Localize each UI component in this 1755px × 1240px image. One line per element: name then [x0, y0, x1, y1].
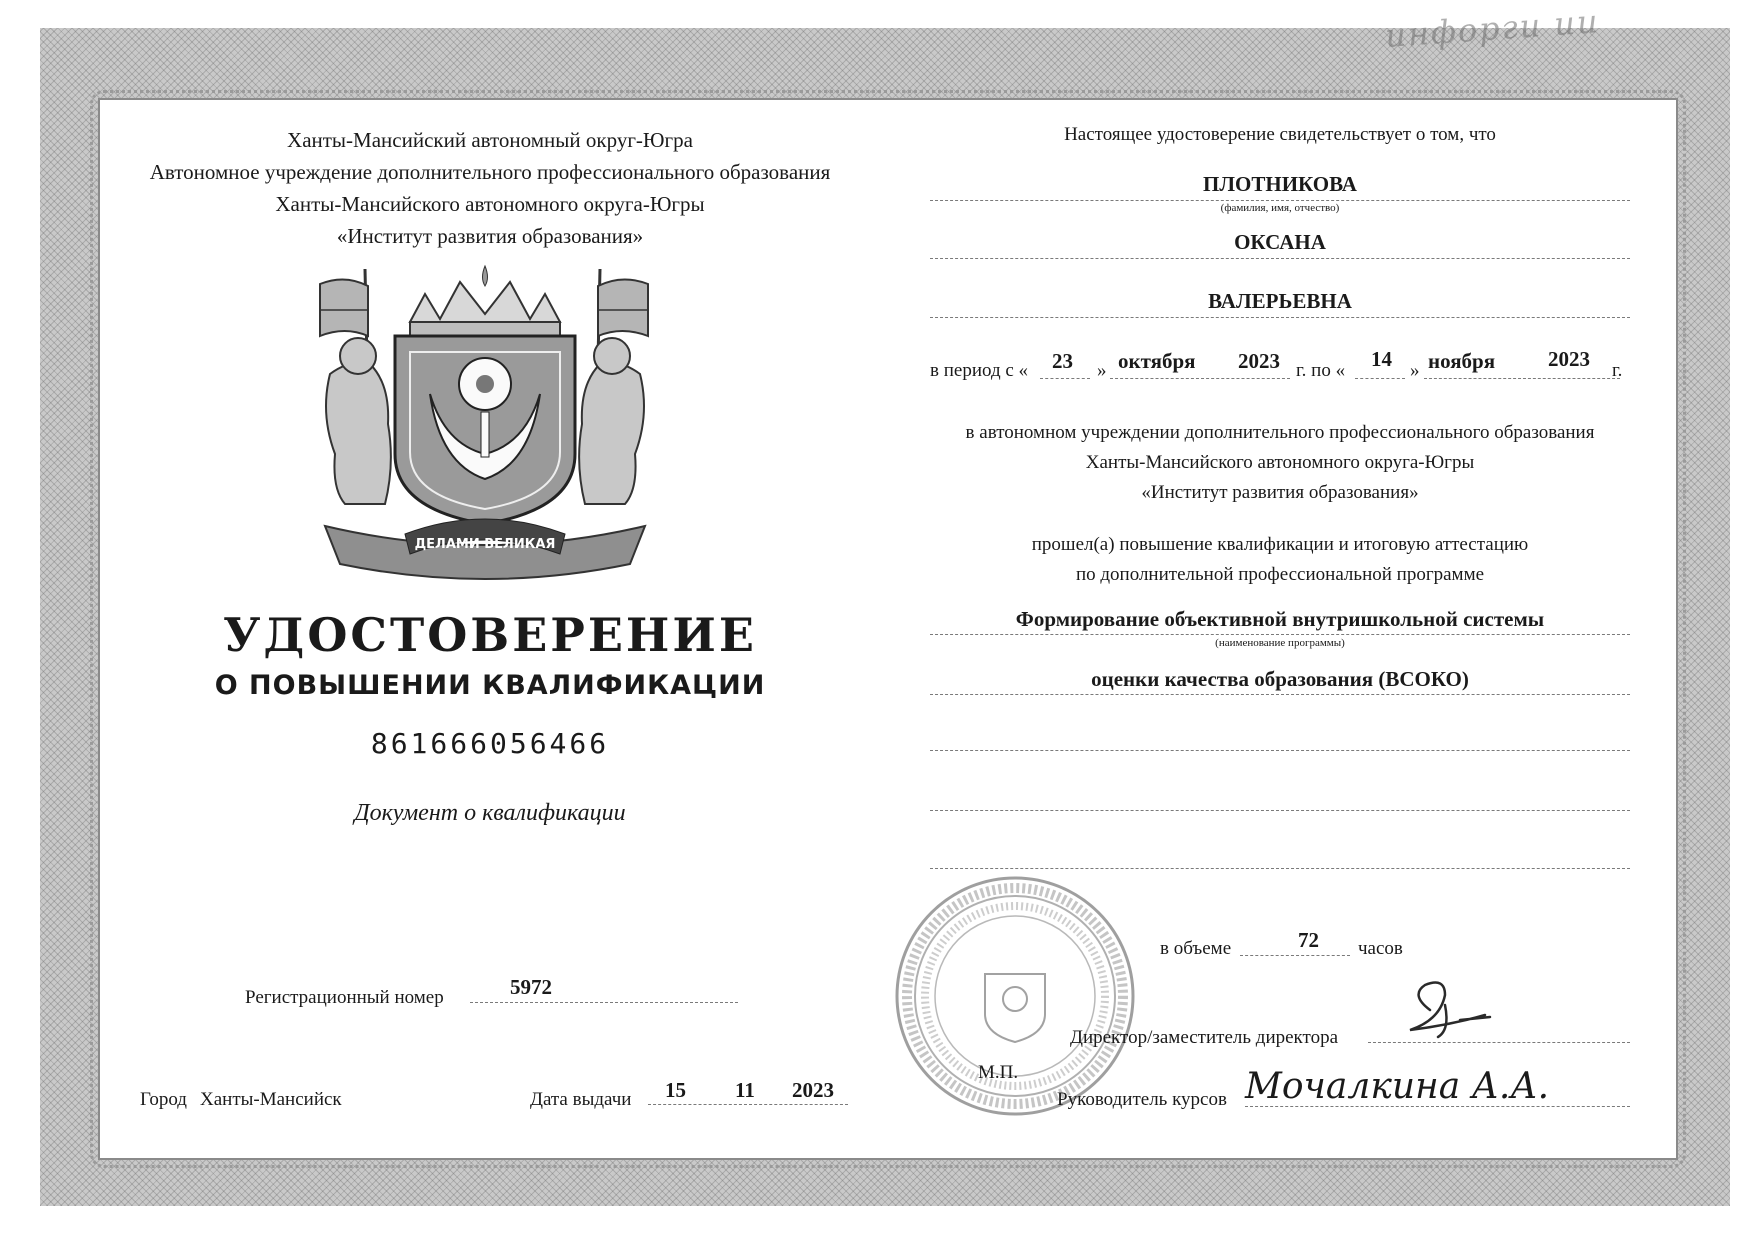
- issue-year: 2023: [792, 1078, 834, 1102]
- certification-intro: Настоящее удостоверение свидетельствует о том, что: [1064, 124, 1496, 145]
- course-head-label: Руководитель курсов: [1057, 1089, 1227, 1110]
- handwritten-note: инфорги ии: [1383, 2, 1601, 56]
- volume-hours: 72: [1298, 928, 1319, 952]
- course-head-signature: Мочалкина А.А.: [1245, 1066, 1550, 1107]
- program-line-2: [930, 694, 1630, 695]
- training-org-line-2: Ханты-Мансийского автономного округа-Югры: [1085, 452, 1475, 473]
- reg-number-line: [470, 1002, 738, 1003]
- end-month: ноября: [1428, 349, 1496, 373]
- period-close-start: »: [1097, 360, 1107, 381]
- volume-line: [1240, 955, 1350, 956]
- end-day-line: [1355, 378, 1405, 379]
- start-day-line: [1040, 378, 1090, 379]
- program-line-1: [930, 634, 1630, 635]
- reg-number-label: Регистрационный номер: [245, 987, 444, 1008]
- passed-statement: [930, 530, 1630, 590]
- issuer-line-4: «Институт развития образования»: [336, 224, 644, 248]
- issue-date-line: [648, 1104, 848, 1105]
- reg-number-value: 5972: [510, 975, 552, 999]
- city-label: Город: [140, 1089, 187, 1110]
- volume-label: в объеме: [1160, 938, 1232, 959]
- end-year: 2023: [1548, 347, 1590, 371]
- first-name-value: ОКСАНА: [1234, 230, 1326, 254]
- program-line-5: [930, 868, 1630, 869]
- period-to: г. по «: [1296, 360, 1346, 381]
- surname-value: ПЛОТНИКОВА: [1203, 172, 1357, 196]
- issuer-line-2: Автономное учреждение дополнительного профессионального образования: [149, 160, 831, 184]
- fio-hint: (фамилия, имя, отчество): [1220, 202, 1340, 214]
- issuer-header: [120, 124, 860, 252]
- period-close-end: »: [1410, 360, 1420, 381]
- issue-date-label: Дата выдачи: [530, 1089, 632, 1110]
- year-suffix: г.: [1612, 360, 1623, 381]
- program-line-4: [930, 810, 1630, 811]
- director-label: Директор/заместитель директора: [1070, 1027, 1339, 1048]
- issuer-line-1: Ханты-Мансийский автономный округ-Югра: [287, 128, 693, 152]
- program-line-3: [930, 750, 1630, 751]
- start-year: 2023: [1238, 349, 1280, 373]
- period-prefix: в период с «: [930, 360, 1029, 381]
- serial-number: 861666056466: [370, 727, 610, 760]
- emblem-motto: ДЕЛАМИ ВЕЛИКАЯ: [414, 537, 556, 552]
- start-day: 23: [1052, 349, 1073, 373]
- end-month-year-line: [1424, 378, 1620, 379]
- issue-day: 15: [665, 1078, 686, 1102]
- end-day: 14: [1371, 347, 1392, 371]
- program-hint: (наименование программы): [1215, 637, 1345, 649]
- training-org-line-3: «Институт развития образования»: [1141, 482, 1419, 503]
- document-kind: Документ о квалификации: [354, 800, 626, 826]
- coat-of-arms-emblem: [310, 264, 660, 590]
- issuer-line-3: Ханты-Мансийского автономного округа-Югры: [275, 192, 705, 216]
- passed-line-1: прошел(а) повышение квалификации и итоговую аттестацию: [1031, 534, 1529, 555]
- program-name-line-1: Формирование объективной внутришкольной системы: [1015, 607, 1545, 631]
- training-org-line-1: в автономном учреждении дополнительного профессионального образования: [965, 422, 1595, 443]
- document-title: УДОСТОВЕРЕНИЕ: [223, 608, 757, 662]
- start-month: октября: [1118, 349, 1196, 373]
- issue-month: 11: [735, 1078, 755, 1102]
- hours-label: часов: [1358, 938, 1403, 959]
- first-name-line: [930, 258, 1630, 259]
- training-org: [930, 418, 1630, 508]
- patronymic-line: [930, 317, 1630, 318]
- start-month-year-line: [1110, 378, 1290, 379]
- program-name-line-2: оценки качества образования (ВСОКО): [1091, 667, 1469, 691]
- surname-line: [930, 200, 1630, 201]
- passed-line-2: по дополнительной профессиональной программе: [1075, 564, 1485, 585]
- director-signature: [1390, 975, 1500, 1045]
- city-value: Ханты-Мансийск: [200, 1089, 342, 1110]
- document-subtitle: О ПОВЫШЕНИИ КВАЛИФИКАЦИИ: [214, 670, 766, 701]
- stamp-label: М.П.: [978, 1062, 1019, 1083]
- patronymic-value: ВАЛЕРЬЕВНА: [1208, 289, 1352, 313]
